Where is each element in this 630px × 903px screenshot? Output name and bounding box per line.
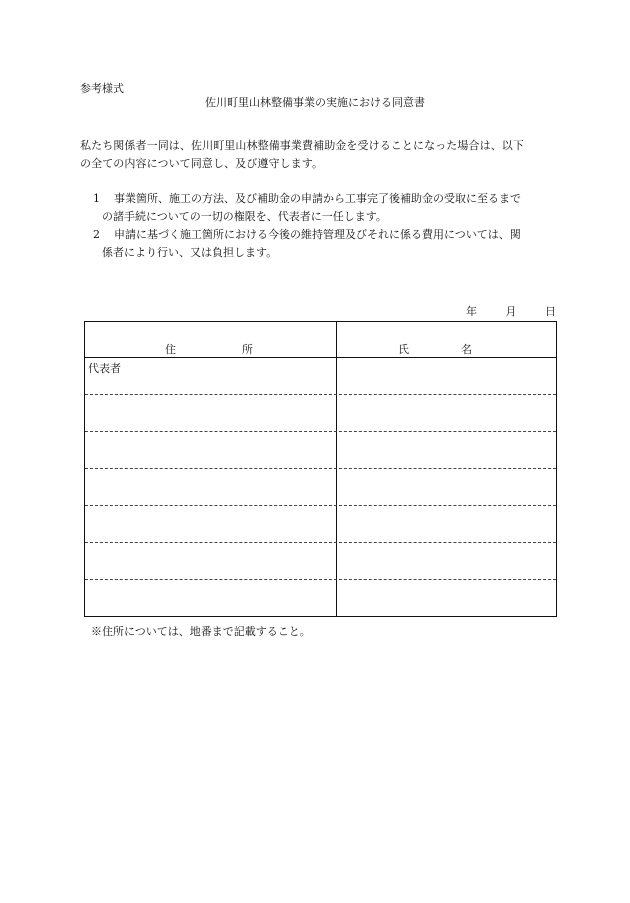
representative-label: 代表者 (88, 362, 121, 375)
item-line-1: 申請に基づく施工箇所における今後の維持管理及びそれに係る費用については、関 (114, 228, 521, 241)
table-row (85, 506, 556, 543)
date-line (466, 305, 556, 319)
date-year: 年 (466, 305, 477, 318)
agreement-item-1 (80, 190, 560, 226)
agreement-item-2 (80, 226, 560, 262)
table-row (85, 580, 556, 616)
footnote: ※住所については、地番まで記載すること。 (91, 625, 311, 638)
item-line-2: の諸手続についての一切の権限を、代表者に一任します。 (102, 210, 387, 223)
intro-paragraph (80, 137, 560, 173)
table-row (85, 469, 556, 506)
document-title: 佐川町里山林整備事業の実施における同意書 (205, 96, 425, 109)
intro-line-1: 私たち関係者一同は、佐川町里山林整備事業費補助金を受けることになった場合は、以下 (80, 139, 524, 152)
table-row (85, 543, 556, 580)
date-month: 月 (505, 305, 517, 318)
table-header (85, 322, 556, 358)
item-line-2: 係者により行い、又は負担します。 (102, 246, 278, 259)
item-number: 2 (93, 228, 100, 241)
item-number: 1 (93, 192, 100, 205)
header-address: 住 所 (165, 343, 253, 356)
table-row (85, 432, 556, 469)
header-name: 氏 名 (398, 343, 472, 356)
table-row (85, 358, 556, 395)
agreement-items (80, 190, 560, 262)
date-day: 日 (545, 305, 556, 318)
intro-line-2: の全ての内容について同意し、及び遵守します。 (80, 157, 324, 170)
form-label: 参考様式 (80, 82, 124, 95)
signature-table (84, 321, 557, 617)
item-line-1: 事業箇所、施工の方法、及び補助金の申請から工事完了後補助金の受取に至るまで (114, 192, 521, 205)
table-row (85, 395, 556, 432)
